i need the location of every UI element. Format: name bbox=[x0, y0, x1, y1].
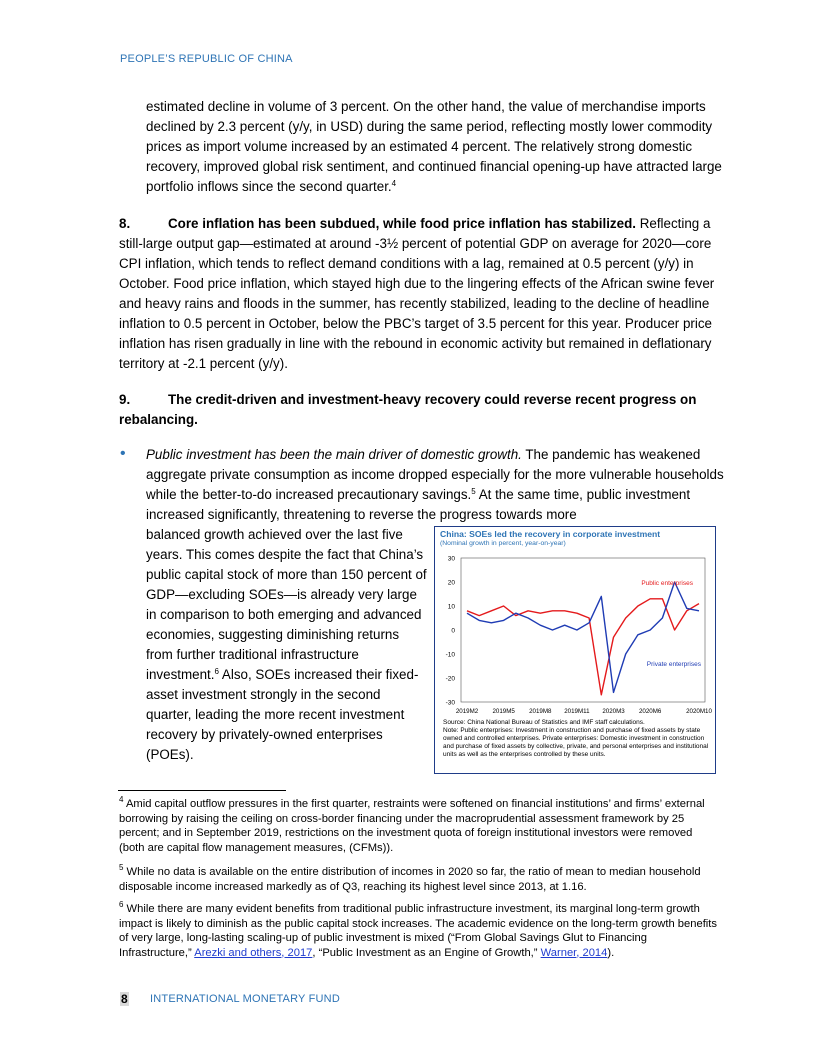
x-tick-label: 2020M3 bbox=[602, 708, 625, 715]
bullet-text-1: The pandemic has weakened aggregate private consumption as income dropped especially for the more vulnerable households while the better-to-do increased precautionary savings. bbox=[146, 447, 724, 502]
chart-note: Note: Public enterprises: Investment in construction and purchase of fixed assets by state owned and controlled enterprises. Private enterprises: Domestic investment in construction and purchase of fixed assets by collective, private, and personal enterprises and institutional units as well as the enterprises controlled by these units. bbox=[443, 727, 709, 758]
chart-source: Source: China National Bureau of Statistics and IMF staff calculations. bbox=[443, 719, 645, 726]
y-tick-label: -20 bbox=[445, 675, 455, 683]
footnote-4 bbox=[119, 797, 719, 855]
y-tick-label: -30 bbox=[445, 699, 455, 707]
chart-notes bbox=[443, 719, 711, 759]
bullet-icon: • bbox=[120, 445, 126, 462]
footnote-ref-5[interactable]: 5 bbox=[471, 487, 476, 496]
page-number: 8 bbox=[121, 992, 128, 1006]
x-tick-label: 2019M2 bbox=[455, 708, 479, 715]
footnote-5 bbox=[119, 865, 719, 894]
footnote-text: , “Public Investment as an Engine of Growth,” bbox=[312, 946, 541, 959]
paragraph-8 bbox=[119, 214, 729, 374]
footnote-number: 6 bbox=[119, 900, 124, 909]
chart-subtitle: (Nominal growth in percent, year-on-year) bbox=[440, 540, 566, 547]
paragraph-lead: Core inflation has been subdued, while food price inflation has stabilized. bbox=[168, 216, 636, 231]
continuation-text: estimated decline in volume of 3 percent. On the other hand, the value of merchandise imports declined by 2.3 percent (y/y, in USD) during the same period, reflecting mostly lower commodity prices as import volume increased by an estimated 4 percent. The relatively strong domestic recovery, improved global risk sentiment, and continued financial opening-up have attracted large portfolio inflows since the second quarter. bbox=[146, 99, 722, 194]
page-footer: INTERNATIONAL MONETARY FUND bbox=[150, 993, 340, 1005]
bullet-lead: Public investment has been the main driver of domestic growth. bbox=[146, 447, 522, 462]
y-tick-label: -10 bbox=[445, 651, 455, 659]
bullet-text-3: balanced growth achieved over the last five years. This comes despite the fact that China’s public capital stock of more than 150 percent of GDP—excluding SOEs—is already very large in comparison to both emerging and advanced economies, suggesting diminishing returns from further traditional infrastructure investment. bbox=[146, 527, 427, 682]
legend-private-enterprises: Private enterprises bbox=[646, 661, 701, 668]
bullet-text-4: Also, SOEs increased their fixed-asset investment strongly in the second quarter, leading the more recent investment recovery by privately-owned enterprises (POEs). bbox=[146, 667, 419, 762]
paragraph-number: 9. bbox=[119, 392, 131, 407]
footnote-text: ). bbox=[607, 946, 615, 959]
paragraph-body: Reflecting a still-large output gap—estimated at around -3½ percent of potential GDP on average for 2020—core CPI inflation, which tends to reflect demand conditions with a lag, remained at 0.5 percent (y/y) in October. Food price inflation, which stayed high due to the lingering effects of the African swine fever and heavy rains and floods in the summer, has recently stabilized, leading to the decline of headline inflation to 0.5 percent in October, below the PBC’s target of 3.5 percent for this year. Producer price inflation has risen gradually in line with the rebound in economic activity but remained in deflationary territory at -2.1 percent (y/y). bbox=[119, 216, 715, 371]
footnote-text: While there are many evident benefits from traditional public infrastructure investment, its marginal long-term growth impact is likely to diminish as the public capital stock increases. The academic evidence on the long-term growth benefits of very large, long-lasting scaling-up of public investment is mixed (“From Global Savings Glut to Financing Infrastructure,” bbox=[119, 903, 717, 959]
footnote-ref-6[interactable]: 6 bbox=[214, 667, 219, 676]
private-enterprises-line bbox=[467, 582, 699, 692]
footnote-6 bbox=[119, 902, 719, 960]
y-tick-label: 0 bbox=[451, 627, 455, 635]
running-head: PEOPLE’S REPUBLIC OF CHINA bbox=[120, 53, 293, 65]
x-tick-label: 2020M10 bbox=[686, 708, 712, 715]
footnote-separator bbox=[118, 790, 286, 791]
x-tick-label: 2019M11 bbox=[564, 708, 590, 715]
warner-2014-link[interactable]: Warner, 2014 bbox=[540, 946, 608, 959]
bullet-text-top bbox=[146, 445, 726, 525]
x-tick-label: 2019M5 bbox=[492, 708, 515, 715]
y-tick-label: 20 bbox=[447, 579, 455, 587]
x-tick-label: 2020M6 bbox=[638, 708, 662, 715]
bullet-text-wrapped bbox=[146, 525, 428, 765]
chart-title: China: SOEs led the recovery in corporate investment bbox=[440, 529, 661, 539]
chart-figure bbox=[434, 526, 716, 774]
line-chart bbox=[435, 527, 715, 719]
footnote-text: Amid capital outflow pressures in the first quarter, restraints were softened on financial institutions’ and firms’ external borrowing by raising the ceiling on cross-border financing under the macroprudential assessment framework by 25 percent; and in September 2019, restrictions on the investment quota of foreign institutional investors were removed (both are capital flow management measures, (CFMs)). bbox=[119, 798, 705, 854]
paragraph-number: 8. bbox=[119, 216, 131, 231]
footnote-ref-4[interactable]: 4 bbox=[391, 179, 397, 188]
y-tick-label: 30 bbox=[447, 555, 455, 563]
footnote-number: 4 bbox=[119, 795, 124, 804]
y-tick-label: 10 bbox=[447, 603, 455, 611]
x-tick-label: 2019M8 bbox=[529, 708, 552, 715]
bullet-text-2: At the same time, public investment increased significantly, threatening to reverse the progress towards more bbox=[146, 487, 691, 522]
footnote-number: 5 bbox=[119, 863, 124, 872]
paragraph-lead: The credit-driven and investment-heavy recovery could reverse recent progress on rebalancing. bbox=[119, 392, 697, 427]
paragraph-9 bbox=[119, 390, 729, 430]
legend-public-enterprises: Public enterprises bbox=[641, 580, 693, 587]
footnote-text: While no data is available on the entire distribution of incomes in 2020 so far, the ratio of mean to median household disposable income increased markedly as of Q3, reaching its highest level since 2013, at 1.16. bbox=[119, 866, 701, 893]
arezki-2017-link[interactable]: Arezki and others, 2017 bbox=[194, 946, 313, 959]
continuation-paragraph bbox=[146, 97, 726, 197]
